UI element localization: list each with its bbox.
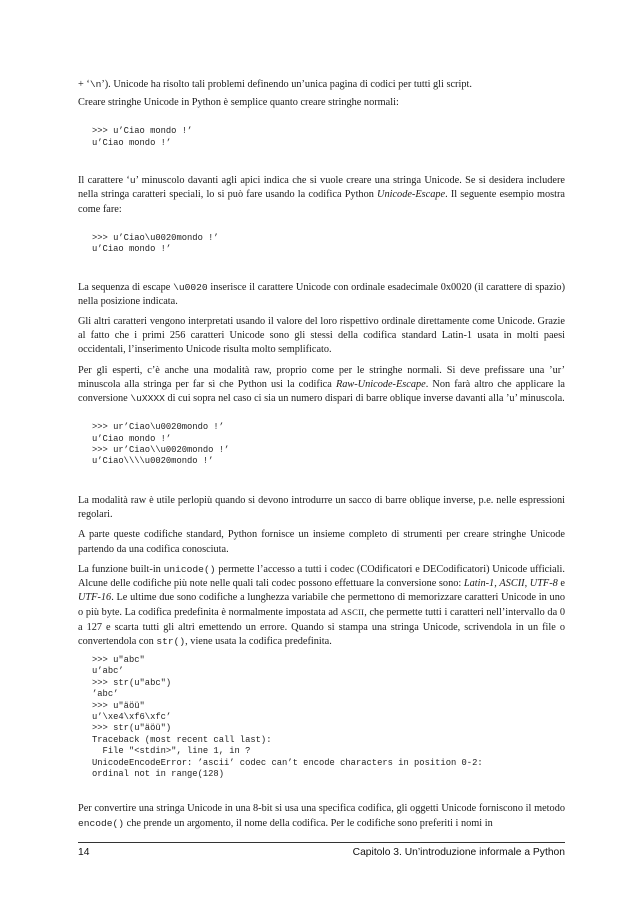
inline-code: \n [89,79,102,90]
inline-code: encode() [78,817,125,829]
emphasis: ASCII [499,577,525,589]
text-run: . Le ultime due sono codifiche a lunghezza variabile che permettono di memorizzare caratteri Unicode in uno o più byte. La codifica predefinita è normalmente impostata ad [78,592,565,619]
code-block-3: >>> ur’Ciao\u0020mondo !’ u’Ciao mondo !’ >>> ur’Ciao\\u0020mondo !’ u’Ciao\\\\u0020mondo !’ [92,422,230,467]
paragraph-convertire [78,802,565,830]
page-number: 14 [78,847,90,858]
text-run: di cui sopra nel caso ci sia un numero dispari di barre oblique inverse davanti alla ’u’ minuscola. [164,393,565,405]
text-run: e [557,577,565,589]
code-block-2: >>> u’Ciao\u0020mondo !’ u’Ciao mondo !’ [92,232,219,255]
inline-code: u [129,175,136,187]
text-run: che prende un argomento, il nome della codifica. Per le codifiche sono preferiti i nomi in [124,817,493,829]
emphasis: Raw-Unicode-Escape [335,378,426,390]
inline-code: \u0020 [173,281,208,293]
paragraph-sequenza [78,281,565,309]
text-run: , viene usata la codifica predefinita. [185,635,332,647]
text-run: , [494,577,500,589]
emphasis: UTF-16 [78,592,112,604]
code-block-4: >>> u"abc" u’abc’ >>> str(u"abc") ’abc’ >>> u"äöü" u’\xe4\xf6\xfc’ >>> str(u"äöü") Traceback (most recent call last): File "<stdin>", line 1, in ? UnicodeEncodeError: ’ascii’ codec can’t encode characters in position 0-2: ordinal not in range(128) [92,654,483,779]
text-run: La sequenza di escape [78,281,174,293]
paragraph-esperti [78,364,565,407]
emphasis: Unicode-Escape [377,189,446,201]
paragraph-carattere [78,174,565,217]
text-run: ’). Unicode ha risolto tali problemi definendo un’unica pagina di codici per tutti gli script. [101,79,472,90]
code-block-1: >>> u’Ciao mondo !’ u’Ciao mondo !’ [92,126,193,148]
emphasis: UTF-8 [529,577,558,589]
inline-code: \uXXXX [130,393,165,405]
text-run: Per convertire una stringa Unicode in una 8-bit si usa una specifica codifica, gli oggetti Unicode forniscono il metodo [78,803,565,815]
text-run: ’ minuscolo davanti agli apici indica che si vuole creare una stringa Unicode. Se si desidera includere nella stringa caratteri speciali, lo si può fare usando la codifica Python [78,175,565,201]
text-run: . Il seguente esempio mostra come fare: [78,189,565,215]
text-run: Per gli esperti, c’è anche una modalità raw, proprio come per le stringhe normali. Si deve prefissare una ’ur’ minuscola alla stringa per far sì che Python usi la codifica [78,364,565,390]
paragraph-creare: Creare stringhe Unicode in Python è semplice quanto creare stringhe normali: [78,97,399,109]
paragraph-aparte: A parte queste codifiche standard, Python fornisce un insieme completo di strumenti per creare stringhe Unicode partendo da una codifica conosciuta. [78,529,565,555]
text-run: , [524,577,530,589]
emphasis: Latin-1 [463,577,495,589]
paragraph-altri: Gli altri caratteri vengono interpretati usando il valore del loro rispettivo ordinale direttamente come Unicode. Grazie al fatto che i primi 256 caratteri Unicode sono gli stessi della codifica standard Latin-1 usata in molti paesi occidentali, l’inserimento Unicode risulta molto semplificato. [78,316,565,356]
paragraph-funzione [78,563,565,649]
text-run: . Non farà altro che applicare la conversione [78,378,565,405]
text-run: , che permette tutti i caratteri nell’intervallo da 0 a 127 e scarta tutti gli altri emettendo un errore. Quando si stampa una stringa Unicode, scrivendola in un file o convertendola con [78,607,565,647]
text-run: permette l’accesso a tutti i codec (COdificatori e DECodificatori) Unicode ufficiali. Alcune delle codifiche più note nelle quali tali codec possono effettuare la conversione sono: [78,563,565,589]
inline-code: str() [156,635,186,647]
chapter-title: Capitolo 3. Un’introduzione informale a Python [352,847,565,858]
footer-divider [78,842,565,843]
paragraph-intro [78,78,565,92]
text-run: La funzione built-in [78,563,164,575]
text-run: inserisce il carattere Unicode con ordinale esadecimale 0x0020 (il carattere di spazio) nella posizione indicata. [78,281,566,307]
paragraph-modalita: La modalità raw è utile perlopiù quando si devono introdurre un sacco di barre oblique inverse, p.e. nelle espressioni regolari. [78,494,565,521]
text-run: Il carattere ‘ [78,175,130,187]
inline-code: unicode() [163,563,216,575]
page-body [78,78,565,837]
text-run: + ‘ [78,79,90,90]
small-caps: ASCII [340,607,365,618]
